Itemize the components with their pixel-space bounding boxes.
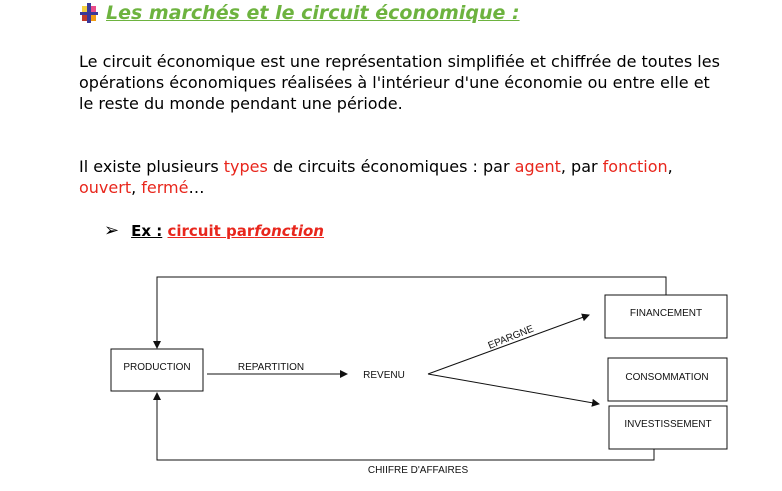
definition-paragraph: Le circuit économique est une représentation simplifiée et chiffrée de toutes les opérations économiques réalisées à l'intérieur d'une économie ou entre elle et le reste du monde pendant une période. <box>79 52 720 113</box>
types-text-3: , par <box>560 157 603 176</box>
revenu-label: REVENU <box>363 370 405 381</box>
ouvert-keyword: ouvert <box>79 178 132 197</box>
agent-keyword: agent <box>514 157 561 176</box>
chiffre-affaires-line <box>157 393 654 460</box>
financement-label: FINANCEMENT <box>629 308 703 319</box>
fonction-keyword: fonction <box>602 157 668 176</box>
investissement-label: INVESTISSEMENT <box>624 419 712 430</box>
epargne-label: EPARGNE <box>486 323 536 352</box>
consommation-label: CONSOMMATION <box>625 372 709 383</box>
chiffre-affaires-label: CHIIFRE D'AFFAIRES <box>367 465 469 476</box>
consommation-arrow <box>428 374 599 404</box>
example-fonction: fonction <box>254 221 324 240</box>
section-title: Les marchés et le circuit économique : <box>106 2 520 24</box>
types-keyword: types <box>223 157 268 176</box>
example-label: Ex : <box>131 221 163 240</box>
ferme-keyword: fermé <box>141 178 189 197</box>
repartition-label: REPARTITION <box>237 362 305 373</box>
types-text-1: Il existe plusieurs <box>79 157 224 176</box>
types-text-2: de circuits économiques : par <box>267 157 515 176</box>
financement-to-production-line <box>157 277 666 348</box>
production-label: PRODUCTION <box>123 362 191 373</box>
types-text-4: , <box>667 157 673 176</box>
types-text-5: , <box>131 178 142 197</box>
types-text-6: … <box>188 178 205 197</box>
arrow-bullet-icon: ➢ <box>104 220 120 241</box>
example-circuit-par: circuit par <box>167 221 255 240</box>
